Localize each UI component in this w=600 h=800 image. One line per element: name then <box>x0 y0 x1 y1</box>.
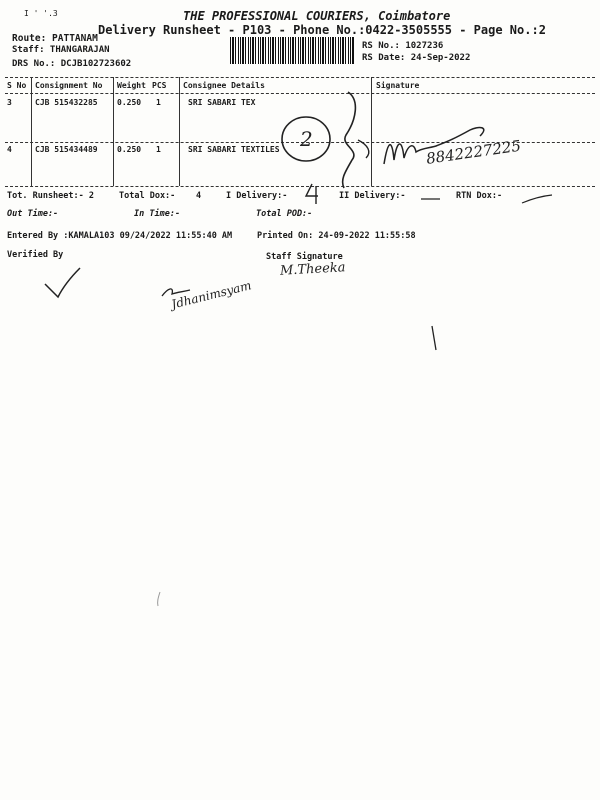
in-time-label: In Time:- <box>134 209 181 219</box>
row-1-sno: 3 <box>7 98 12 107</box>
rs-number: RS No.: 1027236 <box>362 41 444 51</box>
row-2-consignment: CJB 515434489 <box>35 145 98 154</box>
runsheet-title: Delivery Runsheet - P103 - Phone No.:0422-3505555 - Page No.:2 <box>98 23 546 37</box>
entered-by: Entered By :KAMALA103 09/24/2022 11:55:40 AM <box>7 231 233 241</box>
row-1-weight: 0.250 <box>117 98 142 107</box>
bracket-tail <box>358 140 369 158</box>
header-signature: Signature <box>376 81 420 90</box>
handwritten-phone: 8842227225 <box>425 136 523 168</box>
handwritten-verifier-name: Jdhanimsyam <box>170 278 253 312</box>
row-1-pcs: 1 <box>156 98 161 107</box>
row-1-consignee: SRI SABARI TEX <box>188 98 256 107</box>
header-consignee: Consignee Details <box>183 81 265 90</box>
staff-signature-label: Staff Signature <box>266 252 343 262</box>
printed-on: Printed On: 24-09-2022 11:55:58 <box>257 231 416 241</box>
out-time-label: Out Time:- <box>7 209 59 219</box>
ii-delivery-label: II Delivery:- <box>339 191 406 201</box>
company-name: THE PROFESSIONAL COURIERS, Coimbatore <box>183 9 451 23</box>
i-delivery-label: I Delivery:- <box>226 191 288 201</box>
total-dox-label: Total Dox:- <box>119 191 176 201</box>
handwritten-circled-number: 2 <box>300 127 313 151</box>
verified-by-label: Verified By <box>7 250 64 260</box>
total-dox-value: 4 <box>196 191 202 201</box>
rs-date: RS Date: 24-Sep-2022 <box>362 53 471 63</box>
header-pcs: PCS <box>152 81 167 90</box>
route-label: Route: PATTANAM <box>12 33 98 44</box>
header-sno: S No <box>7 81 27 90</box>
total-runsheet: Tot. Runsheet:- 2 <box>7 191 94 201</box>
row-1-consignment: CJB 515432285 <box>35 98 98 107</box>
staff-label: Staff: THANGARAJAN <box>12 45 110 55</box>
header-weight: Weight <box>117 81 146 90</box>
row-2-weight: 0.250 <box>117 145 142 154</box>
check-mark <box>45 268 80 297</box>
corner-mark: I ' '.3 <box>24 9 58 18</box>
bracket-stroke <box>343 92 356 188</box>
total-pod-label: Total POD:- <box>256 209 313 219</box>
handwritten-staff-name: M.Theeka <box>279 260 346 279</box>
row-2-sno: 4 <box>7 145 12 154</box>
header-consignment: Consignment No <box>35 81 103 90</box>
row-2-consignee: SRI SABARI TEXTILES <box>188 145 280 154</box>
row-2-pcs: 1 <box>156 145 161 154</box>
drs-label: DRS No.: DCJB102723602 <box>12 59 132 69</box>
rtn-dox-label: RTN Dox:- <box>456 191 503 201</box>
